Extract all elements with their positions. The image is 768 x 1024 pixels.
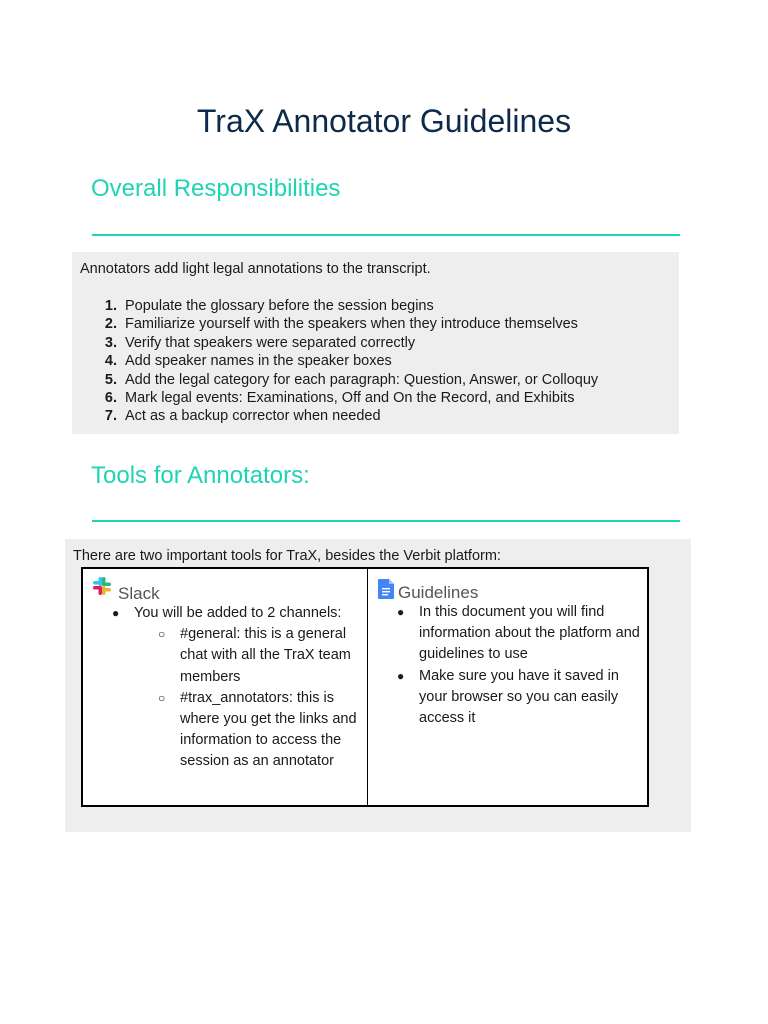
list-item-text: Verify that speakers were separated correctly	[125, 334, 416, 351]
responsibilities-box	[72, 252, 679, 434]
list-number: 7.	[104, 408, 117, 425]
list-item	[80, 334, 598, 352]
section-divider	[92, 234, 680, 236]
tools-table	[81, 567, 649, 807]
guidelines-bullet-list	[397, 602, 644, 729]
sub-bullet-icon: ○	[158, 690, 166, 705]
list-item	[80, 315, 598, 333]
guidelines-bullet-text: In this document you will find information about the platform and guidelines to use	[419, 604, 640, 663]
list-number: 4.	[104, 353, 117, 370]
slack-bullet-list	[112, 603, 359, 773]
slack-icon	[91, 575, 113, 599]
list-item-text: Populate the glossary before the session begins	[125, 298, 434, 314]
sub-bullet-text: #trax_annotators: this is where you get the links and information to access the session as an annotator	[180, 689, 357, 770]
slack-bullet-text: You will be added to 2 channels:	[134, 605, 342, 621]
guidelines-column	[368, 569, 647, 805]
list-number: 5.	[104, 371, 117, 388]
list-number: 2.	[104, 316, 117, 333]
bullet-icon: ●	[397, 668, 405, 683]
list-item-text: Mark legal events: Examinations, Off and On the Record, and Exhibits	[125, 389, 575, 406]
responsibilities-intro: Annotators add light legal annotations to the transcript.	[80, 261, 431, 277]
guidelines-label: Guidelines	[398, 583, 479, 602]
sub-bullet-icon: ○	[158, 627, 166, 642]
list-item	[158, 624, 359, 688]
list-item	[80, 352, 598, 370]
list-item	[397, 602, 644, 666]
responsibilities-list	[80, 297, 598, 426]
list-item	[158, 688, 359, 773]
section-heading-tools: Tools for Annotators:	[91, 462, 310, 489]
section-heading-responsibilities: Overall Responsibilities	[91, 175, 341, 202]
slack-label: Slack	[118, 584, 160, 603]
list-item-text: Add the legal category for each paragraph: Question, Answer, or Colloquy	[125, 371, 599, 388]
list-item	[80, 297, 598, 315]
list-item	[112, 603, 359, 773]
section-divider	[92, 520, 680, 522]
slack-column	[83, 569, 368, 805]
list-item	[397, 666, 644, 730]
list-item-text: Familiarize yourself with the speakers when they introduce themselves	[125, 316, 578, 333]
list-number: 1.	[104, 298, 117, 314]
tools-intro: There are two important tools for TraX, besides the Verbit platform:	[73, 548, 501, 564]
list-number: 6.	[104, 389, 117, 406]
list-item-text: Act as a backup corrector when needed	[125, 408, 381, 425]
sub-bullet-text: #general: this is a general chat with all the TraX team members	[180, 626, 351, 685]
list-item-text: Add speaker names in the speaker boxes	[125, 353, 392, 370]
guidelines-bullet-text: Make sure you have it saved in your browser so you can easily access it	[419, 667, 619, 727]
slack-sub-list	[134, 624, 359, 772]
list-item	[80, 371, 598, 389]
google-docs-icon	[378, 579, 394, 599]
bullet-icon: ●	[397, 605, 405, 619]
page-title: TraX Annotator Guidelines	[196, 103, 572, 139]
tools-box	[65, 539, 691, 832]
list-number: 3.	[104, 334, 117, 351]
bullet-icon: ●	[112, 606, 120, 620]
list-item	[80, 407, 598, 425]
list-item	[80, 389, 598, 407]
